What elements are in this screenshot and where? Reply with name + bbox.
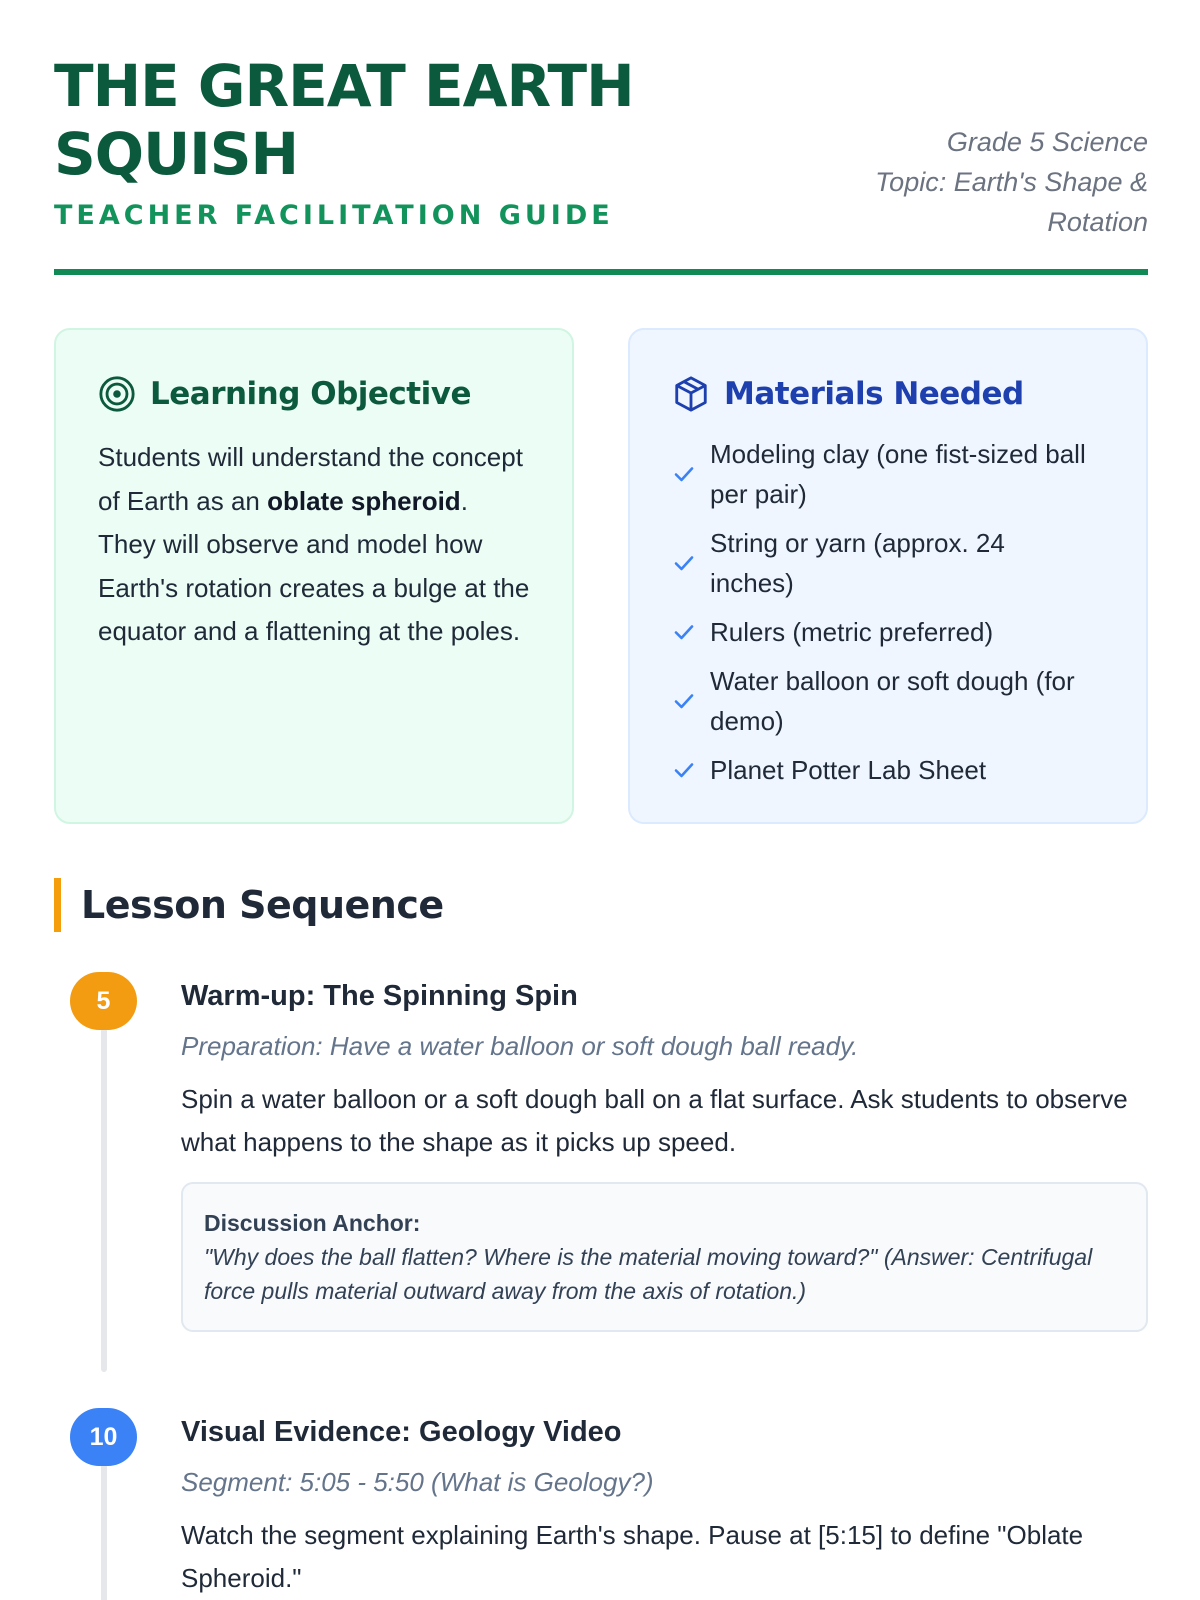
topic-label: Topic: Earth's Shape & Rotation <box>875 167 1148 237</box>
learning-objective-header <box>98 370 532 418</box>
check-icon <box>672 462 696 486</box>
objective-text-start: Students will understand the concept of Earth as an <box>98 442 523 516</box>
materials-card <box>628 328 1148 824</box>
learning-objective-title: Learning Objective <box>150 376 471 412</box>
list-item <box>672 750 1106 790</box>
materials-list <box>672 434 1106 790</box>
step-description: Watch the segment explaining Earth's shape. Pause at [5:15] to define "Oblate Spheroid." <box>181 1520 1084 1593</box>
lesson-step <box>181 976 1148 1332</box>
discussion-anchor-box <box>181 1182 1148 1332</box>
timeline-connector <box>101 1000 107 1372</box>
target-icon <box>98 375 136 413</box>
page-title: THE GREAT EARTH SQUISH <box>54 52 634 188</box>
step-preparation: Preparation: Have a water balloon or soft dough ball ready. <box>181 1031 859 1061</box>
lesson-sequence-heading: Lesson Sequence <box>54 878 444 932</box>
materials-title: Materials Needed <box>724 376 1024 412</box>
list-item <box>672 434 1106 514</box>
step-title: Visual Evidence: Geology Video <box>181 1416 622 1448</box>
check-icon <box>672 620 696 644</box>
step-duration-badge: 10 <box>70 1408 137 1466</box>
list-item <box>672 612 1106 652</box>
material-item-label: Planet Potter Lab Sheet <box>710 755 987 785</box>
material-item-label: Modeling clay (one fist-sized ball per pair) <box>710 439 1086 509</box>
check-icon <box>672 551 696 575</box>
materials-header <box>672 370 1106 418</box>
discussion-anchor-text: "Why does the ball flatten? Where is the material moving toward?" (Answer: Centrifugal force pulls material outward away from the axis of rotation.) <box>204 1244 1093 1304</box>
grade-label: Grade 5 Science <box>946 127 1148 157</box>
step-duration-badge: 5 <box>70 972 137 1030</box>
objective-text-end: . They will observe and model how Earth's rotation creates a bulge at the equator and a flattening at the poles. <box>98 485 530 646</box>
page-subtitle: TEACHER FACILITATION GUIDE <box>54 200 614 231</box>
learning-objective-card <box>54 328 574 824</box>
check-icon <box>672 758 696 782</box>
list-item <box>672 661 1106 741</box>
material-item-label: Rulers (metric preferred) <box>710 617 994 647</box>
discussion-anchor-label: Discussion Anchor: <box>204 1210 421 1236</box>
page-header <box>54 52 1148 275</box>
list-item <box>672 523 1106 603</box>
step-title: Warm-up: The Spinning Spin <box>181 980 578 1012</box>
lesson-meta <box>818 122 1148 242</box>
objective-key-term: oblate spheroid <box>267 485 461 516</box>
material-item-label: Water balloon or soft dough (for demo) <box>710 666 1075 736</box>
learning-objective-text <box>98 436 532 654</box>
cube-icon <box>672 375 710 413</box>
material-item-label: String or yarn (approx. 24 inches) <box>710 528 1005 598</box>
step-preparation: Segment: 5:05 - 5:50 (What is Geology?) <box>181 1467 654 1497</box>
lesson-step <box>181 1412 1148 1600</box>
step-description: Spin a water balloon or a soft dough ball on a flat surface. Ask students to observe what happens to the shape as it picks up speed. <box>181 1084 1128 1157</box>
check-icon <box>672 689 696 713</box>
